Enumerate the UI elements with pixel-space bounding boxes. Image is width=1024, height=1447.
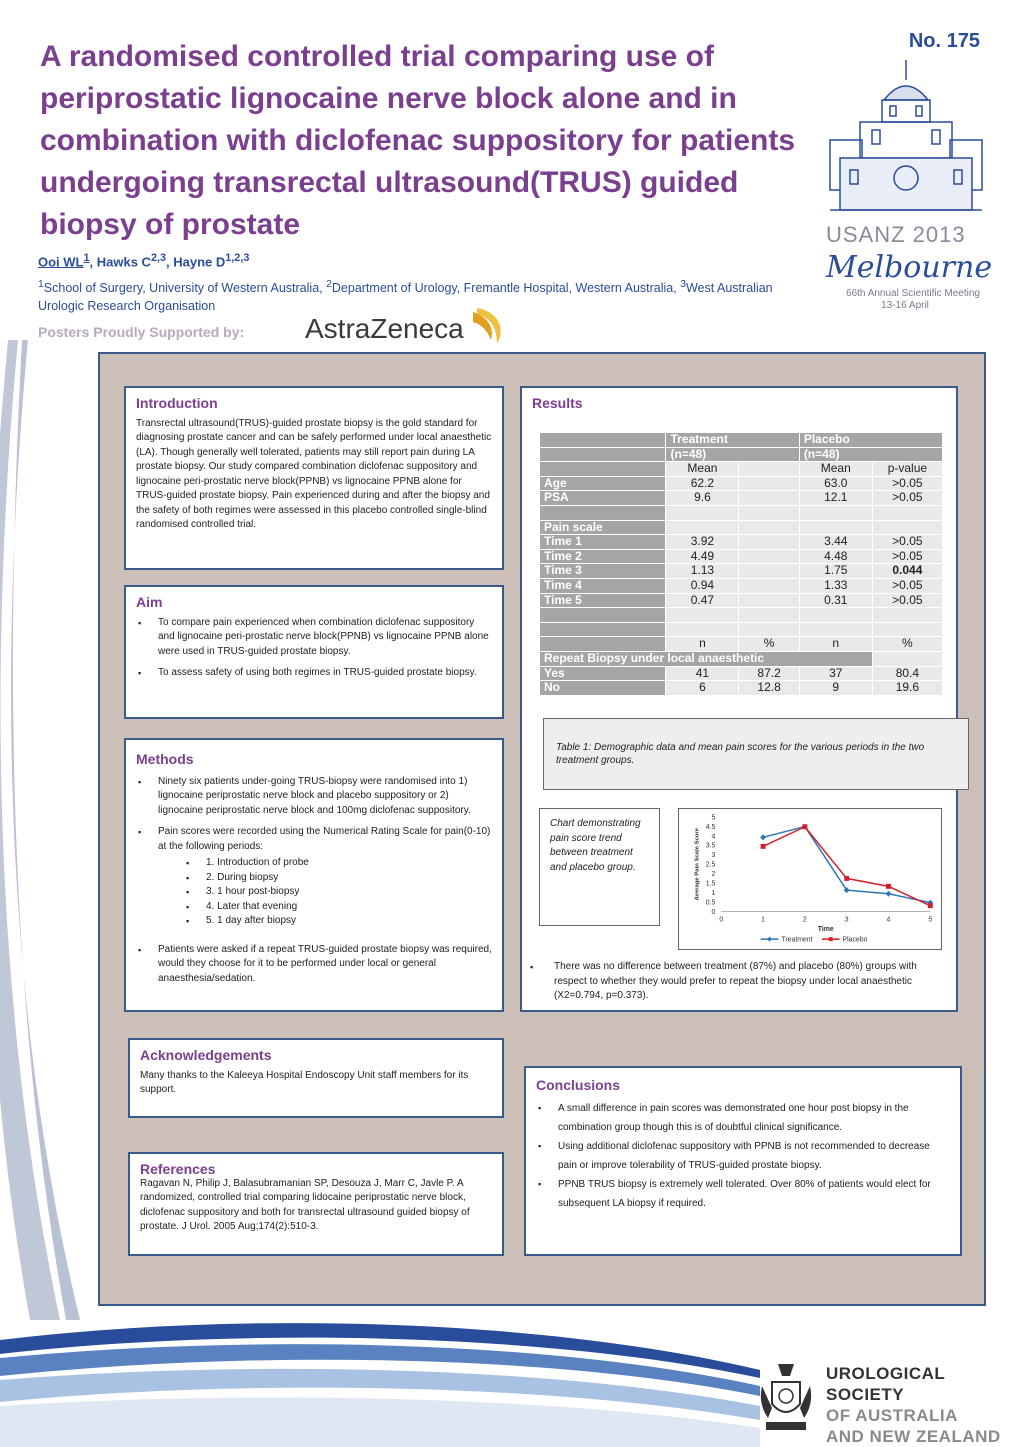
table-header-placebo: Placebo — [799, 433, 942, 448]
treatment-value: 3.92 — [666, 535, 739, 550]
p-value: >0.05 — [872, 491, 942, 506]
table-caption: Table 1: Demographic data and mean pain scores for the various periods in the two treatment groups. — [543, 718, 969, 790]
y-tick-label: 5 — [711, 814, 716, 822]
treatment-pct: 87.2 — [739, 666, 799, 681]
row-label: Age — [540, 476, 666, 491]
acknowledgements-box — [128, 1038, 504, 1118]
y-tick-label: 2.5 — [705, 861, 716, 869]
introduction-heading: Introduction — [136, 395, 218, 411]
table-row — [540, 666, 943, 681]
table-cell — [739, 593, 799, 608]
period-item: ▪ 3. 1 hour post-biopsy — [206, 885, 492, 900]
affil-2-sup: 2 — [326, 279, 332, 290]
period-item: ▪ 1. Introduction of probe — [206, 856, 492, 871]
placebo-n: 9 — [799, 681, 872, 696]
references-text: Ragavan N, Philip J, Balasubramanian SP, Desouza J, Marr C, Javle P. A randomized, controlled trial comparing lidocaine periprostatic nerve block, diclofenac suppository and both for transrectal ultrasound guided biopsy of prostate. J Urol. 2005 Aug;174(2):510-3. — [140, 1177, 470, 1232]
row-label: Yes — [540, 666, 666, 681]
acknowledgements-text: Many thanks to the Kaleeya Hospital Endoscopy Unit staff members for its support. — [140, 1069, 469, 1095]
society-line-1: UROLOGICAL SOCIETY — [826, 1364, 945, 1404]
x-tick-label: 4 — [886, 916, 891, 924]
placebo-value: 0.31 — [799, 593, 872, 608]
p-value: >0.05 — [872, 476, 942, 491]
placebo-value: 1.75 — [799, 564, 872, 579]
poster-title: A randomised controlled trial comparing use of periprostatic lignocaine nerve block alone and in combination with diclofenac suppository for patients undergoing transrectal ultrasound(TRUS) guided biopsy of prostate — [40, 40, 796, 241]
pain-scale-label: Pain scale — [540, 520, 666, 535]
row-label: PSA — [540, 491, 666, 506]
methods-item: ▪ Patients were asked if a repeat TRUS-guided prostate biopsy was required, would they choose for it to be performed under local or general anaesthesia/sedation. — [158, 943, 492, 987]
chart-caption: Chart demonstrating pain score trend between treatment and placebo group. — [539, 808, 660, 926]
placebo-value: 12.1 — [799, 491, 872, 506]
placebo-value: 1.33 — [799, 578, 872, 593]
x-tick-label: 3 — [844, 916, 849, 924]
table-header-treatment-n: (n=48) — [666, 447, 799, 462]
aim-heading: Aim — [136, 594, 163, 610]
table-row — [540, 549, 943, 564]
aim-item: ▪ To compare pain experienced when combination diclofenac suppository and lignocaine peri-prostatic nerve block(PPNB) vs lignocaine PPNB alone were used in TRUS-guided prostate biopsy. — [158, 616, 492, 660]
left-swoosh-decoration — [0, 340, 100, 1320]
author-1: Ooi WL — [38, 254, 84, 270]
table-row — [540, 491, 943, 506]
author-2-sup: 2,3 — [150, 252, 167, 264]
row-label: Time 4 — [540, 578, 666, 593]
y-tick-label: 3 — [711, 852, 716, 860]
conference-meeting: 66th Annual Scientific Meeting — [846, 288, 980, 299]
author-1-sup: 1 — [83, 252, 90, 264]
series-line-placebo — [763, 827, 930, 906]
table-cell — [739, 549, 799, 564]
results-bullet-text: ▪ There was no difference between treatment (87%) and placebo (80%) groups with respect to whether they would prefer to repeat the biopsy under local anaesthetic (X2=0.794, p=0.373). — [554, 961, 917, 1001]
legend-marker-placebo — [829, 937, 833, 941]
table-cell — [872, 622, 942, 637]
table-header-pvalue: p-value — [872, 462, 942, 477]
conference-city: Melbourne — [826, 250, 993, 285]
row-label: Time 3 — [540, 564, 666, 579]
methods-periods — [158, 856, 492, 929]
author-3: , Hayne D — [166, 254, 226, 270]
affil-2: Department of Urology, Fremantle Hospital, Western Australia, — [331, 281, 681, 296]
y-tick-label: 0.5 — [705, 899, 716, 907]
header-n: n — [799, 637, 872, 652]
data-point-placebo — [928, 903, 933, 908]
row-label: No — [540, 681, 666, 696]
results-heading: Results — [532, 395, 583, 411]
y-tick-label: 4 — [711, 833, 716, 841]
treatment-value: 0.94 — [666, 578, 739, 593]
table-row — [540, 564, 943, 579]
methods-item: ▪ Ninety six patients under-going TRUS-biopsy were randomised into 1) lignocaine periprostatic nerve block and placebo suppository or 2) lignocaine periprostatic nerve block and 100mg diclofenac suppository. — [158, 775, 492, 819]
data-point-placebo — [802, 824, 807, 829]
table-row — [540, 622, 943, 637]
aim-box — [124, 585, 504, 719]
usanz-society-name — [826, 1363, 1024, 1447]
p-value: >0.05 — [872, 578, 942, 593]
y-tick-label: 4.5 — [705, 823, 716, 831]
period-item: ▪ 4. Later that evening — [206, 900, 492, 915]
conclusion-item: ▪ Using additional diclofenac suppository with PPNB is not recommended to decrease pain or improve tolerability of TRUS-guided prostate biopsy. — [558, 1137, 950, 1175]
table-cell — [872, 520, 942, 535]
table-cell — [799, 622, 872, 637]
table-cell — [739, 462, 799, 477]
table-cell — [739, 505, 799, 520]
placebo-n: 37 — [799, 666, 872, 681]
table-cell — [739, 564, 799, 579]
table-cell — [799, 505, 872, 520]
header-pct: % — [739, 637, 799, 652]
author-3-sup: 1,2,3 — [225, 252, 250, 264]
usanz-crest-icon — [758, 1358, 814, 1434]
authors — [38, 252, 249, 269]
y-tick-label: 0 — [711, 909, 716, 916]
table-row — [540, 505, 943, 520]
data-point-placebo — [886, 884, 891, 889]
y-tick-label: 1 — [711, 890, 716, 898]
aim-item: ▪ To assess safety of using both regimes in TRUS-guided prostate biopsy. — [158, 666, 492, 681]
results-bullet — [532, 960, 950, 1004]
row-label: Time 1 — [540, 535, 666, 550]
results-table — [539, 432, 943, 696]
methods-heading: Methods — [136, 751, 194, 767]
table-cell — [799, 520, 872, 535]
sponsor-label: Posters Proudly Supported by: — [38, 324, 245, 340]
table-row — [540, 681, 943, 696]
conclusion-item: ▪ A small difference in pain scores was demonstrated one hour post biopsy in the combination group though this is of doubtful clinical significance. — [558, 1099, 950, 1137]
introduction-text: Transrectal ultrasound(TRUS)-guided prostate biopsy is the gold standard for diagnosing prostate cancer and can be safely performed under local anaesthetic (LA). Though generally well tolerated, patients may still report pain during LA prostate biopsy. Our study compared combination diclofenac suppository and lignocaine peri-prostatic nerve block(PPNB) vs lignocaine PPNB alone for TRUS-guided prostate biopsy. Pain experienced during and after the biopsy and the safety of both regimes were assessed in this placebo controlled single-blind randomised controlled trial. — [136, 417, 492, 530]
treatment-n: 6 — [666, 681, 739, 696]
references-heading: References — [140, 1161, 216, 1177]
affil-1: School of Surgery, University of Western Australia, — [43, 281, 327, 296]
header-n: n — [666, 637, 739, 652]
methods-item-text: Pain scores were recorded using the Numerical Rating Scale for pain(0-10) at the following periods: — [158, 826, 491, 852]
treatment-value: 9.6 — [666, 491, 739, 506]
x-tick-label: 5 — [928, 916, 933, 924]
data-point-placebo — [761, 844, 766, 849]
acknowledgements-heading: Acknowledgements — [140, 1047, 272, 1063]
p-value: >0.05 — [872, 535, 942, 550]
placebo-value: 63.0 — [799, 476, 872, 491]
introduction-box — [124, 386, 504, 570]
treatment-pct: 12.8 — [739, 681, 799, 696]
table-cell — [666, 505, 739, 520]
table-cell — [540, 447, 666, 462]
table-header-placebo-n: (n=48) — [799, 447, 942, 462]
treatment-value: 62.2 — [666, 476, 739, 491]
astrazeneca-logo-text: AstraZeneca — [305, 313, 464, 344]
table-row — [540, 651, 943, 666]
treatment-n: 41 — [666, 666, 739, 681]
table-cell — [739, 535, 799, 550]
table-row — [540, 476, 943, 491]
conference-dates: 13-16 April — [881, 300, 929, 311]
table-cell — [666, 622, 739, 637]
treatment-value: 0.47 — [666, 593, 739, 608]
period-item: ▪ 2. During biopsy — [206, 871, 492, 886]
table-cell — [666, 608, 739, 623]
table-row — [540, 578, 943, 593]
y-tick-label: 3.5 — [705, 842, 716, 850]
table-cell — [540, 622, 666, 637]
treatment-value: 1.13 — [666, 564, 739, 579]
treatment-value: 4.49 — [666, 549, 739, 564]
table-cell — [540, 505, 666, 520]
legend-marker-treatment — [767, 937, 772, 942]
table-row — [540, 637, 943, 652]
table-row — [540, 535, 943, 550]
legend-label-treatment: Treatment — [781, 936, 813, 944]
methods-item — [158, 825, 492, 929]
x-tick-label: 1 — [761, 916, 765, 924]
table-cell — [739, 520, 799, 535]
author-2: , Hawks C — [89, 254, 151, 270]
table-row — [540, 593, 943, 608]
table-cell — [799, 608, 872, 623]
row-label: Time 5 — [540, 593, 666, 608]
table-cell — [872, 651, 942, 666]
table-row — [540, 608, 943, 623]
placebo-value: 4.48 — [799, 549, 872, 564]
references-box — [128, 1152, 504, 1256]
astrazeneca-logo — [305, 306, 505, 348]
society-line-2: OF AUSTRALIA — [826, 1406, 958, 1425]
data-point-treatment — [760, 834, 766, 840]
table-cell — [666, 520, 739, 535]
conclusion-item: ▪ PPNB TRUS biopsy is extremely well tolerated. Over 80% of patients would elect for subsequent LA biopsy if required. — [558, 1175, 950, 1213]
table-cell — [739, 578, 799, 593]
table-cell — [739, 491, 799, 506]
p-value: >0.05 — [872, 549, 942, 564]
table-cell — [540, 637, 666, 652]
table-header-mean: Mean — [799, 462, 872, 477]
header-pct: % — [872, 637, 942, 652]
conference-year: USANZ 2013 — [826, 222, 966, 247]
x-axis-label: Time — [817, 926, 834, 934]
table-cell — [540, 462, 666, 477]
x-tick-label: 2 — [802, 916, 807, 924]
affil-3-sup: 3 — [680, 279, 686, 290]
table-cell — [540, 608, 666, 623]
x-tick-label: 0 — [719, 916, 724, 924]
table-row — [540, 520, 943, 535]
placebo-value: 3.44 — [799, 535, 872, 550]
affil-3: West Australian Urologic Research Organisation — [38, 281, 773, 314]
table-cell — [872, 505, 942, 520]
repeat-biopsy-heading: Repeat Biopsy under local anaesthetic — [540, 651, 873, 666]
table-header-treatment: Treatment — [666, 433, 799, 448]
placebo-pct: 80.4 — [872, 666, 942, 681]
table-cell — [540, 433, 666, 448]
affil-1-sup: 1 — [38, 279, 44, 290]
poster-number: No. 175 — [908, 30, 980, 52]
table-cell — [739, 608, 799, 623]
methods-box — [124, 738, 504, 1012]
p-value-significant: 0.044 — [872, 564, 942, 579]
conclusions-box — [524, 1066, 962, 1256]
data-point-placebo — [844, 876, 849, 881]
legend-label-placebo: Placebo — [842, 936, 868, 944]
conclusions-heading: Conclusions — [536, 1077, 621, 1093]
table-cell — [739, 622, 799, 637]
y-tick-label: 2 — [711, 871, 716, 879]
row-label: Time 2 — [540, 549, 666, 564]
period-item: ▪ 5. 1 day after biopsy — [206, 914, 492, 929]
table-cell — [739, 476, 799, 491]
placebo-pct: 19.6 — [872, 681, 942, 696]
p-value: >0.05 — [872, 593, 942, 608]
society-line-3: AND NEW ZEALAND — [826, 1427, 1001, 1446]
table-cell — [872, 608, 942, 623]
data-point-treatment — [886, 891, 892, 897]
y-axis-label: Average Pain Scale Score — [694, 828, 701, 901]
y-tick-label: 1.5 — [705, 880, 716, 888]
table-header-mean: Mean — [666, 462, 739, 477]
pain-score-line-chart — [678, 808, 942, 950]
